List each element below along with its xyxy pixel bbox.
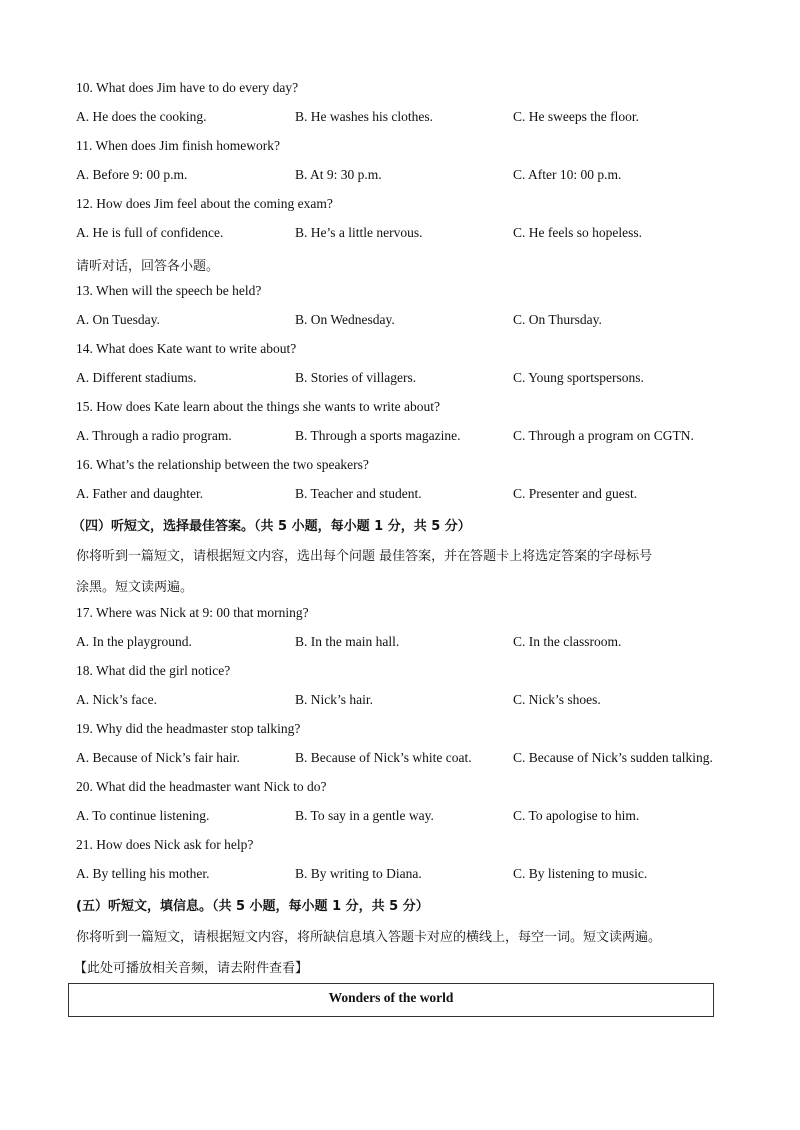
q19-option-c: C. Because of Nick’s sudden talking. xyxy=(513,750,713,765)
q19-option-a: A. Because of Nick’s fair hair. xyxy=(76,750,240,765)
q20-option-b: B. To say in a gentle way. xyxy=(295,808,434,823)
question-15: 15. How does Kate learn about the things she wants to write about? xyxy=(76,399,441,414)
question-20: 20. What did the headmaster want Nick to do? xyxy=(76,779,327,794)
question-12: 12. How does Jim feel about the coming exam? xyxy=(76,196,333,211)
q15-option-c: C. Through a program on CGTN. xyxy=(513,428,694,443)
q20-option-a: A. To continue listening. xyxy=(76,808,210,823)
question-21: 21. How does Nick ask for help? xyxy=(76,837,254,852)
q12-option-a: A. He is full of confidence. xyxy=(76,225,224,240)
q16-option-a: A. Father and daughter. xyxy=(76,486,204,501)
q13-option-a: A. On Tuesday. xyxy=(76,312,160,327)
question-11: 11. When does Jim finish homework? xyxy=(76,138,280,153)
question-14: 14. What does Kate want to write about? xyxy=(76,341,297,356)
q17-option-c: C. In the classroom. xyxy=(513,634,622,649)
dialogue-instruction: 请听对话，回答各小题。 xyxy=(76,259,220,274)
question-19: 19. Why did the headmaster stop talking? xyxy=(76,721,301,736)
q12-option-c: C. He feels so hopeless. xyxy=(513,225,642,240)
q15-option-a: A. Through a radio program. xyxy=(76,428,232,443)
q14-option-c: C. Young sportspersons. xyxy=(513,370,644,385)
q11-option-c: C. After 10: 00 p.m. xyxy=(513,167,622,182)
q10-option-c: C. He sweeps the floor. xyxy=(513,109,639,124)
q10-option-b: B. He washes his clothes. xyxy=(295,109,433,124)
q11-option-a: A. Before 9: 00 p.m. xyxy=(76,167,188,182)
table-title: Wonders of the world xyxy=(328,990,454,1005)
q12-option-b: B. He’s a little nervous. xyxy=(295,225,423,240)
q13-option-c: C. On Thursday. xyxy=(513,312,602,327)
q14-option-b: B. Stories of villagers. xyxy=(295,370,417,385)
q13-option-b: B. On Wednesday. xyxy=(295,312,395,327)
q16-option-c: C. Presenter and guest. xyxy=(513,486,638,501)
q17-option-b: B. In the main hall. xyxy=(295,634,400,649)
q17-option-a: A. In the playground. xyxy=(76,634,192,649)
question-18: 18. What did the girl notice? xyxy=(76,663,231,678)
fill-in-table xyxy=(68,983,714,1017)
q15-option-b: B. Through a sports magazine. xyxy=(295,428,461,443)
section-5-instruction: 你将听到一篇短文，请根据短文内容，将所缺信息填入答题卡对应的横线上，每空一词。短文读两遍。 xyxy=(76,930,662,945)
q16-option-b: B. Teacher and student. xyxy=(295,486,422,501)
question-10: 10. What does Jim have to do every day? xyxy=(76,80,299,95)
question-16: 16. What’s the relationship between the two speakers? xyxy=(76,457,369,472)
q21-option-a: A. By telling his mother. xyxy=(76,866,210,881)
question-13: 13. When will the speech be held? xyxy=(76,283,262,298)
section-4-instruction-line2: 涂黑。短文读两遍。 xyxy=(76,580,194,595)
section-4-instruction-line1: 你将听到一篇短文，请根据短文内容，选出每个问题 最佳答案，并在答题卡上将选定答案的字母标号 xyxy=(76,549,653,564)
audio-note: 【此处可播放相关音频，请去附件查看】 xyxy=(74,961,309,976)
section-4-heading: （四）听短文，选择最佳答案。（共 5 小题，每小题 1 分，共 5 分） xyxy=(72,519,471,534)
q20-option-c: C. To apologise to him. xyxy=(513,808,640,823)
q18-option-a: A. Nick’s face. xyxy=(76,692,157,707)
q11-option-b: B. At 9: 30 p.m. xyxy=(295,167,382,182)
q21-option-c: C. By listening to music. xyxy=(513,866,648,881)
q21-option-b: B. By writing to Diana. xyxy=(295,866,422,881)
section-5-heading: (五）听短文，填信息。（共 5 小题，每小题 1 分，共 5 分） xyxy=(76,899,429,914)
q18-option-b: B. Nick’s hair. xyxy=(295,692,373,707)
q10-option-a: A. He does the cooking. xyxy=(76,109,207,124)
q19-option-b: B. Because of Nick’s white coat. xyxy=(295,750,472,765)
q18-option-c: C. Nick’s shoes. xyxy=(513,692,601,707)
question-17: 17. Where was Nick at 9: 00 that morning? xyxy=(76,605,309,620)
q14-option-a: A. Different stadiums. xyxy=(76,370,197,385)
